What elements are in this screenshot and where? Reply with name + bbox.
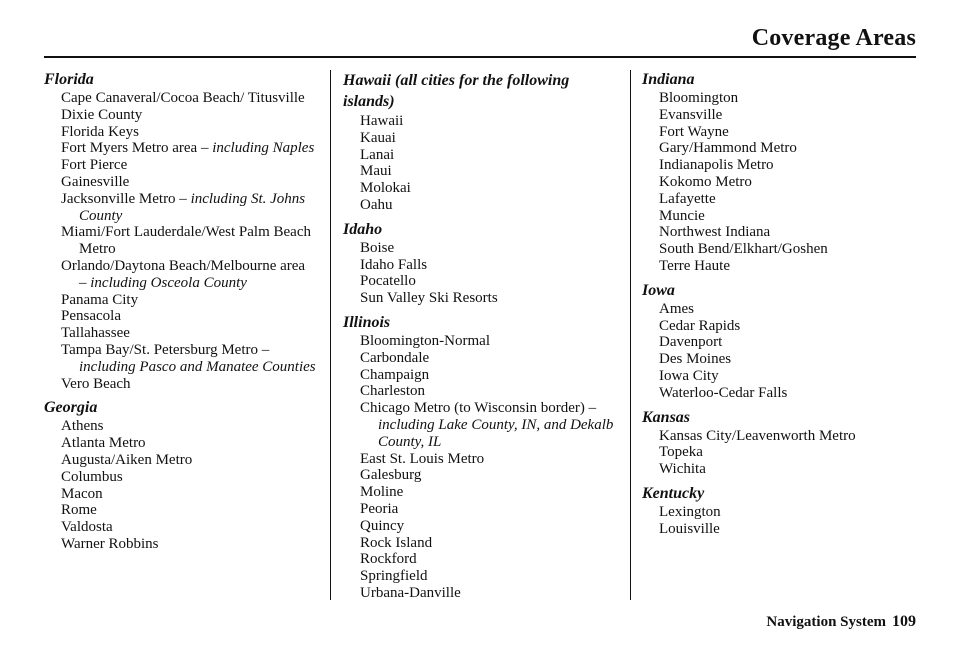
city-list [44, 90, 316, 392]
city-item [44, 90, 316, 107]
city-item [343, 240, 623, 257]
page-title: Coverage Areas [751, 25, 916, 51]
city-name: Athens [61, 418, 104, 435]
city-note: including Naples [212, 140, 315, 157]
city-name: Rome [61, 502, 97, 519]
city-item [343, 290, 623, 307]
city-item [343, 568, 623, 585]
city-list [642, 504, 920, 538]
city-item [343, 467, 623, 484]
city-name: Oahu [360, 196, 393, 213]
city-name: Tallahassee [61, 325, 130, 342]
column-3 [642, 70, 920, 538]
city-item [642, 124, 920, 141]
city-item [642, 208, 920, 225]
city-item [44, 107, 316, 124]
state-heading: Illinois [343, 313, 391, 331]
city-name: Dixie County [61, 106, 143, 123]
city-name: Terre Haute [659, 257, 730, 274]
city-name: Kauai [360, 129, 396, 146]
city-item [44, 519, 316, 536]
city-item [343, 367, 623, 384]
city-item [343, 163, 623, 180]
city-name: Bloomington-Normal [360, 332, 490, 349]
city-item [44, 502, 316, 519]
city-name: Lafayette [659, 190, 716, 207]
city-item [343, 130, 623, 147]
city-name: Wichita [659, 461, 706, 478]
city-name: Cedar Rapids [659, 317, 741, 334]
city-name: Moline [360, 484, 404, 501]
city-item [44, 140, 316, 157]
city-name: Indianapolis Metro [659, 157, 774, 174]
city-item [44, 124, 316, 141]
city-name: South Bend/Elkhart/Goshen [659, 241, 828, 258]
city-list [642, 428, 920, 478]
city-name: Idaho Falls [360, 256, 428, 273]
city-item [343, 451, 623, 468]
city-name: Kansas City/Leavenworth Metro [659, 427, 856, 444]
city-name: Vero Beach [61, 375, 131, 392]
city-name: Macon [61, 485, 103, 502]
city-item [642, 461, 920, 478]
city-name: Maui [360, 163, 392, 180]
city-item [44, 435, 316, 452]
city-name: Kokomo Metro [659, 173, 752, 190]
city-name: Topeka [659, 444, 703, 461]
city-item [343, 197, 623, 214]
city-item [343, 551, 623, 568]
city-item [44, 292, 316, 309]
city-item [44, 325, 316, 342]
city-item [642, 521, 920, 538]
city-name: Pensacola [61, 308, 121, 325]
city-item [44, 157, 316, 174]
city-item [642, 318, 920, 335]
city-item [642, 301, 920, 318]
column-divider-2 [630, 70, 631, 600]
city-item [642, 258, 920, 275]
column-2 [343, 70, 623, 602]
city-item [642, 504, 920, 521]
city-name: Warner Robbins [61, 535, 159, 552]
city-list [343, 113, 623, 214]
city-name: Chicago Metro (to Wisconsin border) [360, 400, 589, 417]
city-name: Rockford [360, 551, 417, 568]
city-item [642, 385, 920, 402]
city-name: Cape Canaveral/Cocoa Beach/ Titusville [61, 90, 305, 106]
city-name: Carbondale [360, 349, 430, 366]
city-item [642, 428, 920, 445]
city-item [44, 258, 316, 292]
city-item [44, 536, 316, 553]
city-item [343, 273, 623, 290]
city-name: Muncie [659, 207, 705, 224]
city-name: Pocatello [360, 273, 416, 290]
city-name: Fort Myers Metro area – [61, 140, 213, 157]
city-item [642, 368, 920, 385]
city-item [343, 518, 623, 535]
city-item [44, 486, 316, 503]
city-list [44, 418, 316, 552]
city-name: Fort Wayne [659, 123, 729, 140]
city-name: Urbana-Danville [360, 584, 461, 601]
city-name: Florida Keys [61, 123, 139, 140]
city-item [343, 257, 623, 274]
city-item [642, 157, 920, 174]
city-item [343, 400, 623, 450]
city-name: Rock Island [360, 534, 433, 551]
city-item [44, 452, 316, 469]
city-name: Tampa Bay/St. Petersburg Metro – [61, 341, 270, 358]
city-note: – including Lake County, IN, and Dekalb County, IL [378, 400, 614, 450]
city-name: Quincy [360, 517, 405, 534]
city-item [343, 585, 623, 602]
city-name: Sun Valley Ski Resorts [360, 290, 498, 307]
city-item [642, 444, 920, 461]
city-item [642, 224, 920, 241]
column-divider-1 [330, 70, 331, 600]
city-name: East St. Louis Metro [360, 450, 485, 467]
city-note: including Osceola County [90, 274, 247, 291]
city-item [642, 174, 920, 191]
city-list [343, 333, 623, 602]
city-item [642, 241, 920, 258]
city-list [642, 90, 920, 275]
column-1 [44, 70, 316, 553]
city-name: Peoria [360, 500, 399, 517]
city-item [343, 501, 623, 518]
city-item [343, 113, 623, 130]
state-heading: Kansas [642, 408, 691, 426]
city-item [44, 174, 316, 191]
city-item [44, 342, 316, 376]
city-name: Evansville [659, 106, 723, 123]
city-item [343, 535, 623, 552]
city-name: Northwest Indiana [659, 224, 771, 241]
city-name: Louisville [659, 520, 720, 537]
city-name: Boise [360, 239, 395, 256]
city-name: Columbus [61, 468, 123, 485]
city-name: Davenport [659, 334, 723, 351]
city-item [343, 180, 623, 197]
city-item [44, 376, 316, 393]
city-name: Fort Pierce [61, 157, 128, 174]
page-number: 109 [892, 613, 916, 630]
city-item [44, 191, 316, 225]
state-heading: Iowa [642, 281, 675, 299]
footer-section-label: Navigation System [766, 614, 886, 630]
city-name: Galesburg [360, 467, 422, 484]
city-name: Lanai [360, 146, 395, 163]
city-item [642, 107, 920, 124]
city-name: Charleston [360, 383, 425, 400]
city-name: Gary/Hammond Metro [659, 140, 797, 157]
city-item [343, 350, 623, 367]
city-item [642, 191, 920, 208]
city-note: including Pasco and Manatee Counties [79, 358, 316, 375]
state-heading: Kentucky [642, 484, 705, 502]
city-item [343, 147, 623, 164]
city-item [44, 469, 316, 486]
city-name: Gainesville [61, 173, 130, 190]
city-name: Miami/Fort Lauderdale/West Palm Beach Metro [61, 224, 311, 258]
city-name: Valdosta [61, 519, 113, 536]
city-name: Ames [659, 300, 694, 317]
city-item [44, 308, 316, 325]
page-footer [766, 613, 916, 631]
city-name: Jacksonville Metro – [61, 190, 191, 207]
state-heading: Indiana [642, 71, 695, 88]
city-name: Bloomington [659, 90, 739, 106]
city-name: Springfield [360, 568, 428, 585]
city-name: Atlanta Metro [61, 435, 146, 452]
state-heading: Hawaii (all cities for the following islands) [343, 72, 570, 110]
city-list [343, 240, 623, 307]
city-item [343, 383, 623, 400]
header-rule [44, 56, 916, 58]
city-item [44, 418, 316, 435]
city-item [642, 351, 920, 368]
city-item [642, 334, 920, 351]
city-item [44, 224, 316, 258]
city-item [642, 90, 920, 107]
city-name: Orlando/Daytona Beach/Melbourne area – [61, 257, 306, 291]
city-item [343, 484, 623, 501]
state-heading: Idaho [343, 220, 383, 238]
city-note: including St. Johns County [79, 190, 306, 224]
city-name: Hawaii [360, 113, 404, 129]
city-name: Champaign [360, 366, 430, 383]
city-name: Des Moines [659, 351, 732, 368]
city-name: Augusta/Aiken Metro [61, 451, 193, 468]
city-list [642, 301, 920, 402]
city-name: Waterloo-Cedar Falls [659, 384, 788, 401]
city-item [642, 140, 920, 157]
city-item [343, 333, 623, 350]
state-heading: Georgia [44, 399, 98, 417]
city-name: Iowa City [659, 367, 719, 384]
city-name: Molokai [360, 180, 411, 197]
city-name: Panama City [61, 291, 139, 308]
state-heading: Florida [44, 71, 94, 88]
city-name: Lexington [659, 503, 721, 520]
